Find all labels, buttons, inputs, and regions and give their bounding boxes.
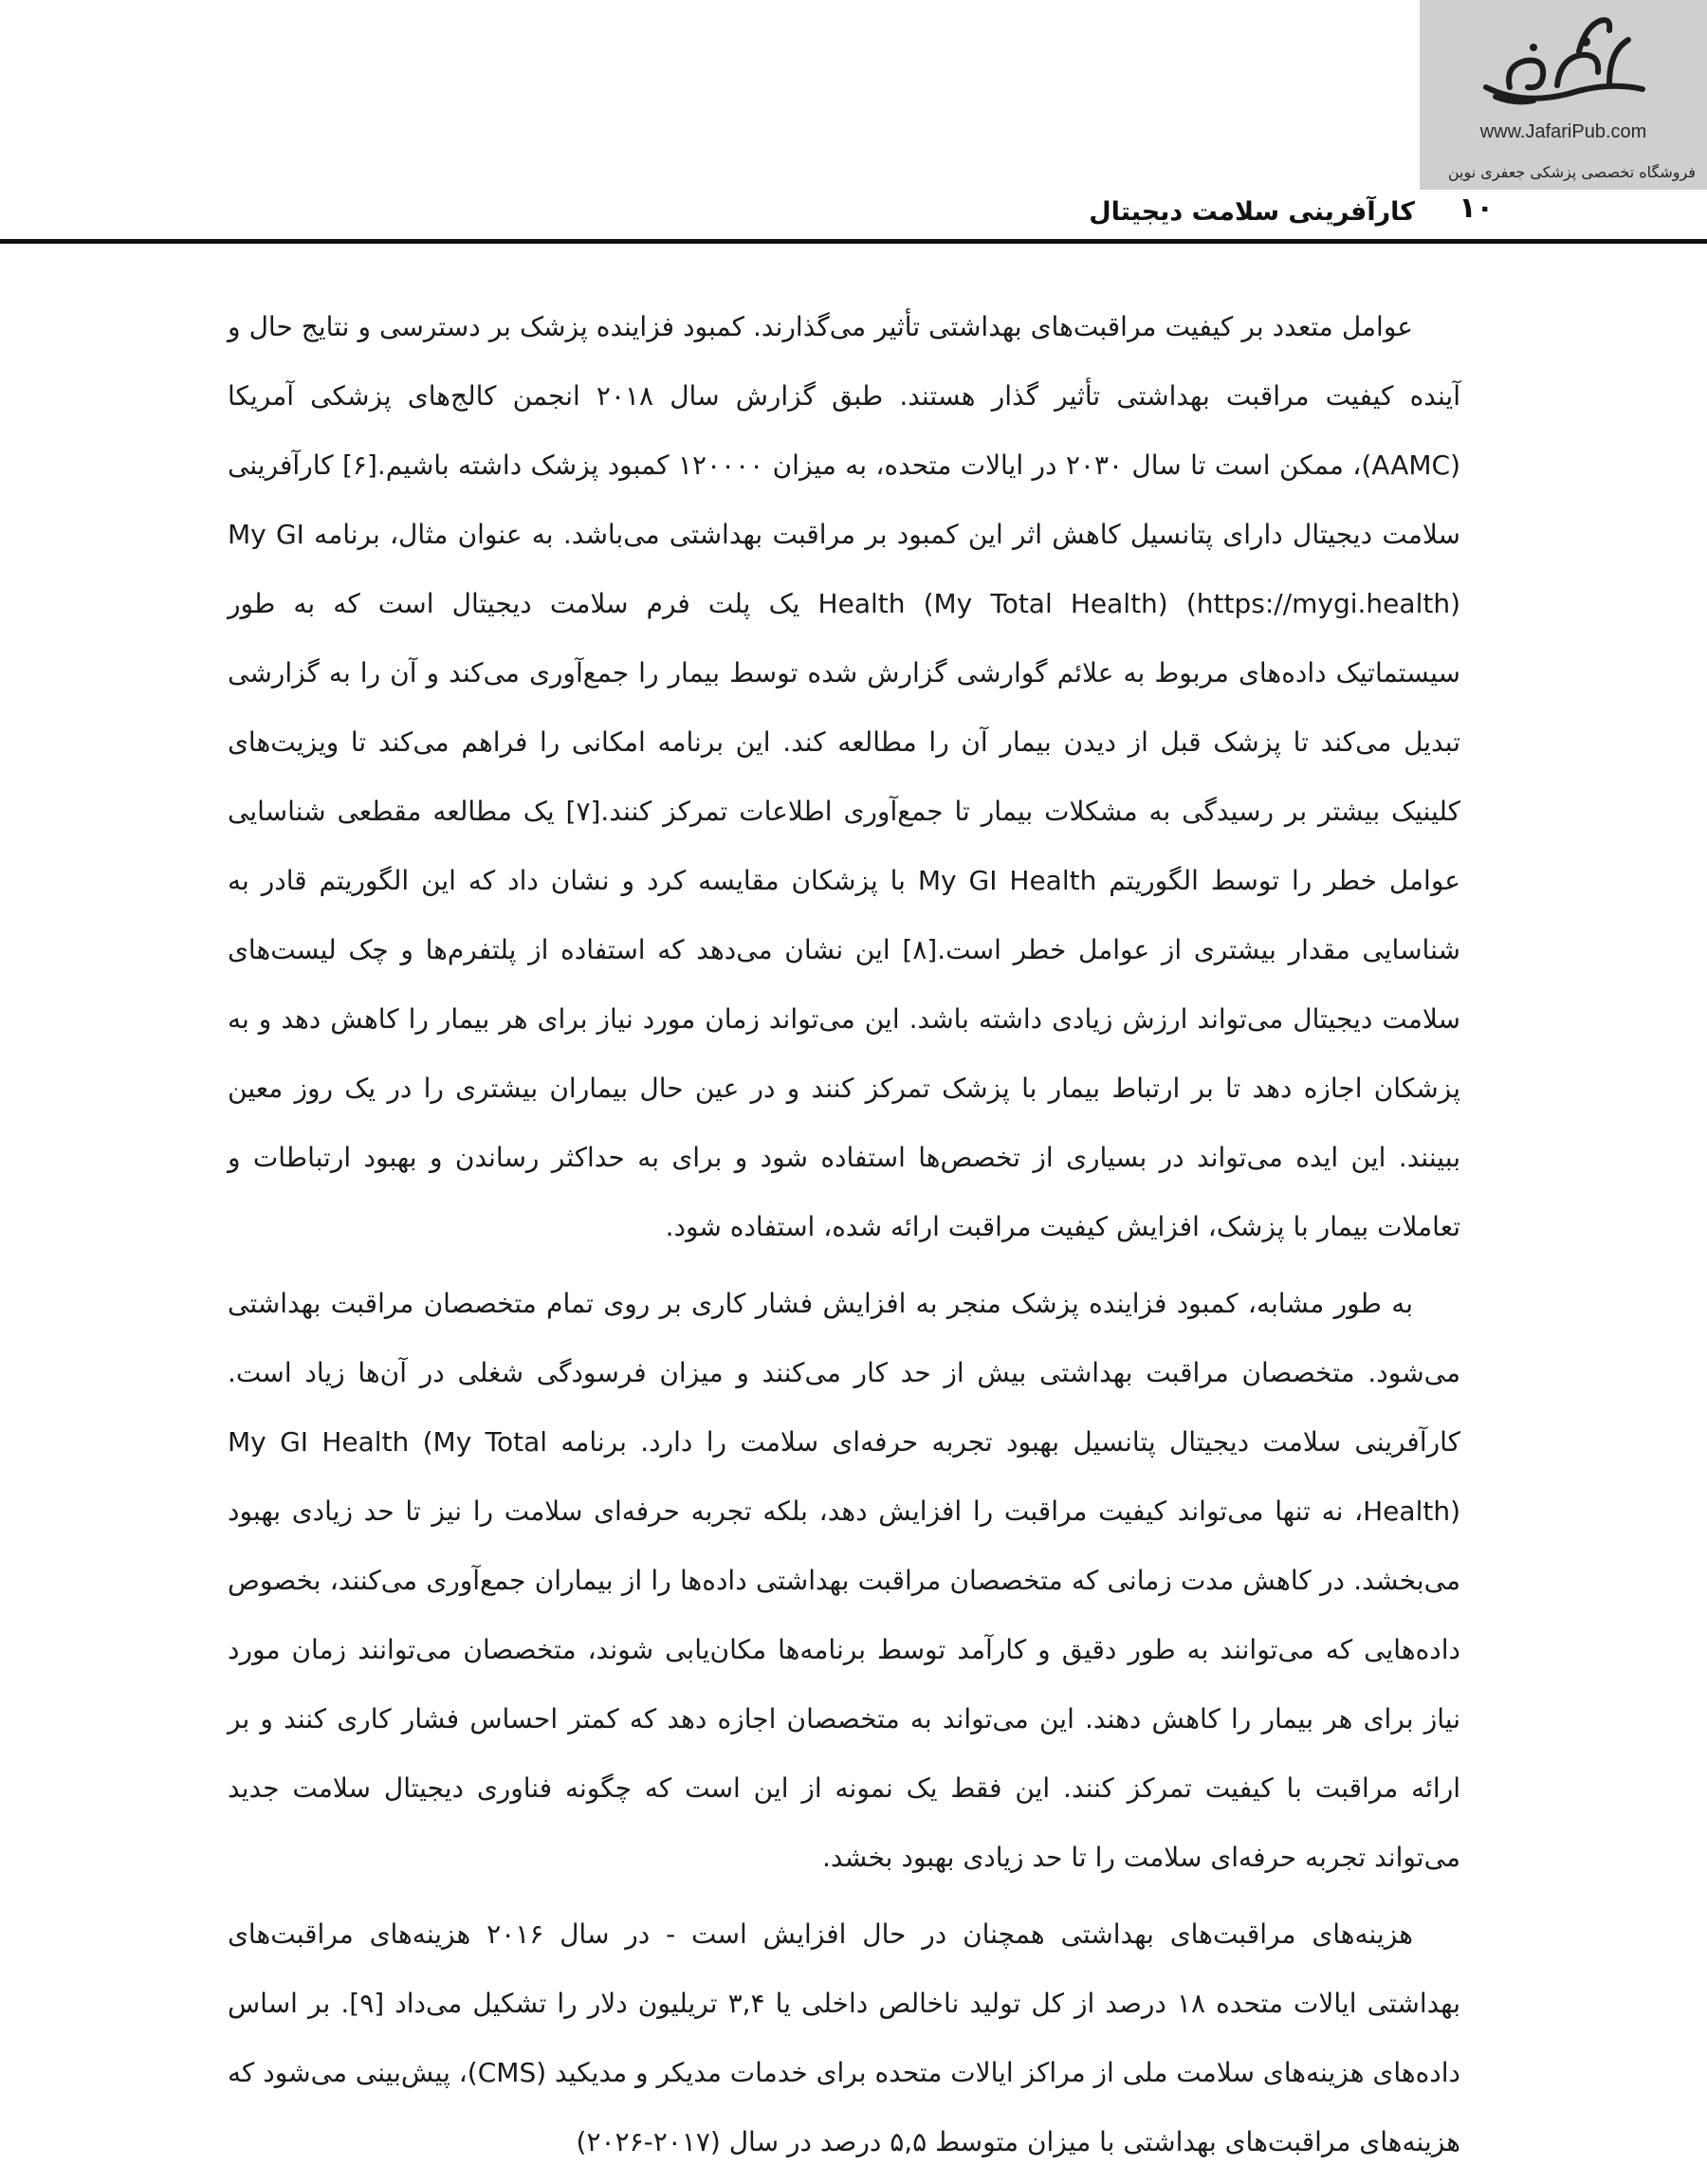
paragraph: به طور مشابه، کمبود فزاینده پزشک منجر به افزایش فشار کاری بر روی تمام متخصصان مراقبت بهداشتی می‌شود. متخصصان مراقبت بهداشتی بیش از حد کار می‌کنند و میزان فرسودگی شغلی در آن‌ها زیاد است. کارآفرینی سلامت دیجیتال پتانسیل بهبود تجربه حرفه‌ای سلامت را دارد. برنامه My GI Health (My Total Health)، نه تنها می‌تواند کیفیت مراقبت را افزایش دهد، بلکه تجربه حرفه‌ای سلامت را نیز تا حد زیادی بهبود می‌بخشد. در کاهش مدت زمانی که متخصصان مراقبت بهداشتی داده‌ها را از بیماران جمع‌آوری می‌کنند، بخصوص داده‌هایی که می‌توانند به طور دقیق و کارآمد توسط برنامه‌ها مکان‌یابی شوند، متخصصان می‌توانند زمان مورد نیاز برای هر بیمار را کاهش دهند. این می‌تواند به متخصصان اجازه دهد که کمتر احساس فشار کاری کنند و بر ارائه مراقبت با کیفیت تمرکز کنند. این فقط یک نمونه از این است که چگونه فناوری دیجیتال سلامت جدید می‌تواند تجربه حرفه‌ای سلامت را تا حد زیادی بهبود بخشد. bbox=[228, 1288, 1460, 1873]
publisher-url[interactable]: www.JafariPub.com bbox=[1479, 121, 1647, 142]
paragraph: عوامل متعدد بر کیفیت مراقبت‌های بهداشتی تأثیر می‌گذارند. کمبود فزاینده پزشک بر دسترسی و نتایج حال و آینده کیفیت مراقبت بهداشتی تأثیر گذار هستند. طبق گزارش سال ۲۰۱۸ انجمن کالج‌های پزشکی آمریکا (AAMC)، ممکن است تا سال ۲۰۳۰ در ایالات متحده، به میزان ۱۲۰۰۰۰ کمبود پزشک داشته باشیم.[۶] کارآفرینی سلامت دیجیتال دارای پتانسیل کاهش اثر این کمبود بر مراقبت بهداشتی می‌باشد. به عنوان مثال، برنامه My GI Health (My Total Health) (https://mygi.health) یک پلت فرم سلامت دیجیتال است که به طور سیستماتیک داده‌های مربوط به علائم گوارشی گزارش شده توسط بیمار را جمع‌آوری می‌کند و آن را به گزارشی تبدیل می‌کند تا پزشک قبل از دیدن بیمار آن را مطالعه کند. این برنامه امکانی را فراهم می‌کند تا ویزیت‌های کلینیک بیشتر بر رسیدگی به مشکلات بیمار تا جمع‌آوری اطلاعات تمرکز کنند.[۷] یک مطالعه مقطعی شناسایی عوامل خطر را توسط الگوریتم My GI Health با پزشکان مقایسه کرد و نشان داد که این الگوریتم قادر به شناسایی مقدار بیشتری از عوامل خطر است.[۸] این نشان می‌دهد که استفاده از پلتفرم‌ها و چک لیست‌های سلامت دیجیتال می‌تواند ارزش زیادی داشته باشد. این می‌تواند زمان مورد نیاز برای هر بیمار را کاهش دهد و به پزشکان اجازه دهد تا بر ارتباط بیمار با پزشک تمرکز کنند و در عین حال بیماران بیشتری را در یک روز معین ببینند. این ایده می‌تواند در بسیاری از تخصص‌ها استفاده شود و برای به حداکثر رساندن و بهبود ارتباطات و تعاملات بیمار با پزشک، افزایش کیفیت مراقبت ارائه شده، استفاده شود. bbox=[228, 311, 1461, 1242]
store-name: فروشگاه تخصصی پزشکی جعفری نوین bbox=[1447, 163, 1696, 181]
paragraph: هزینه‌های مراقبت‌های بهداشتی همچنان در حال افزایش است - در سال ۲۰۱۶ هزینه‌های مراقبت‌های بهداشتی ایالات متحده ۱۸ درصد از کل تولید ناخالص داخلی یا ۳,۴ تریلیون دلار را تشکیل می‌داد [۹]. بر اساس داده‌های هزینه‌های سلامت ملی از مراکز ایالات متحده برای خدمات مدیکر و مدیکید (CMS)، پیش‌بینی می‌شود که هزینه‌های مراقبت‌های بهداشتی با میزان متوسط ۵,۵ درصد در سال (۲۰۱۷-۲۰۲۶) bbox=[228, 1918, 1460, 2157]
page-header bbox=[0, 0, 1707, 245]
header-divider bbox=[0, 239, 1707, 244]
page-number: ۱۰ bbox=[1459, 192, 1494, 225]
body-text bbox=[228, 292, 1460, 2184]
publisher-logo-box bbox=[1420, 0, 1707, 190]
jafari-logo-icon bbox=[1467, 13, 1657, 113]
running-title: کارآفرینی سلامت دیجیتال bbox=[1089, 197, 1415, 227]
